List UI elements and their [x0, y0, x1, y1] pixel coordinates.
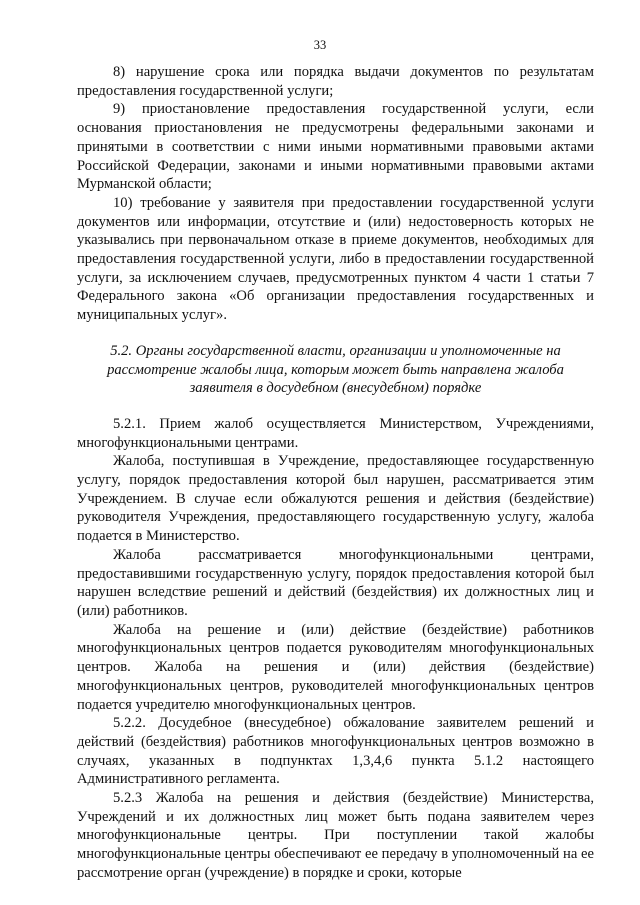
paragraph-complaint-mfc: Жалоба рассматривается многофункциональными центрами, предоставившими государственную услугу, порядок предоставления которой был нарушен вследствие решений и действий (бездействия) их должностных лиц и (или) работников. — [77, 546, 594, 619]
document-body — [77, 63, 594, 883]
paragraph-5-2-1: 5.2.1. Прием жалоб осуществляется Министерством, Учреждениями, многофункциональными центрами. — [77, 415, 594, 451]
paragraph-5-2-3: 5.2.3 Жалоба на решения и действия (бездействие) Министерства, Учреждений и их должностных лиц может быть подана заявителем через многофункциональные центры. При поступлении такой жалобы многофункциональные центры обеспечивают ее передачу в уполномоченный на ее рассмотрение орган (учреждение) в порядке и сроки, которые — [77, 790, 594, 881]
page-number: 33 — [313, 38, 327, 52]
paragraph-complaint-mfc-workers: Жалоба на решение и (или) действие (бездействие) работников многофункциональных центров подается руководителям многофункциональных центров. Жалоба на решения и (или) действия (бездействие) многофункциональных центров, руководителей многофункциональных центров подается учредителю многофункциональных центров. — [77, 621, 594, 713]
list-item-8: 8) нарушение срока или порядка выдачи документов по результатам предоставления государственной услуги; — [77, 64, 594, 99]
paragraph-5-2-2: 5.2.2. Досудебное (внесудебное) обжалование заявителем решений и действий (бездействия) работников многофункциональных центров возможно в случаях, указанных в подпунктах 1,3,4,6 пункта 5.1.2 настоящего Административного регламента. — [77, 715, 594, 788]
section-heading: 5.2. Органы государственной власти, организации и уполномоченные на рассмотрение жалобы лица, которым может быть направлена жалоба заявителя в досудебном (внесудебном) порядке — [107, 342, 564, 397]
paragraph-complaint-institution: Жалоба, поступившая в Учреждение, предоставляющее государственную услугу, порядок предоставления которой был нарушен, рассматривается этим Учреждением. В случае если обжалуются решения и действия (бездействие) руководителя Учреждения, предоставляющего государственную услугу, жалоба подается в Министерство. — [77, 453, 594, 545]
list-item-9: 9) приостановление предоставления государственной услуги, если основания приостановления не предусмотрены федеральными законами и принятыми в соответствии с ними иными нормативными правовыми актами Российской Федерации, законами и иными нормативными правовыми актами Мурманской области; — [77, 101, 594, 193]
list-item-10: 10) требование у заявителя при предоставлении государственной услуги документов или информации, отсутствие и (или) недостоверность которых не указывались при первоначальном отказе в приеме документов, необходимых для предоставления государственной услуги, либо в предоставлении государственной услуги, за исключением случаев, предусмотренных пунктом 4 части 1 статьи 7 Федерального закона «Об организации предоставления государственных и муниципальных услуг». — [77, 194, 594, 324]
